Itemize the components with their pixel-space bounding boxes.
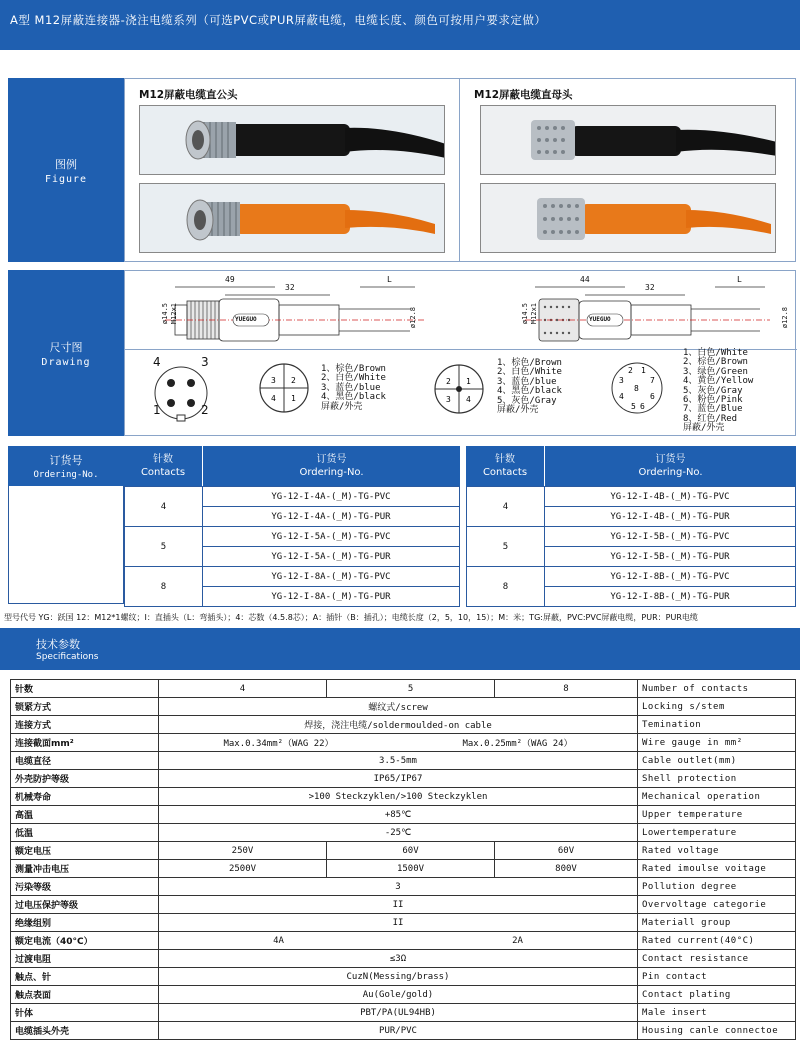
female-orange-cable-photo [480, 183, 776, 253]
text-cell: YG-12-I-4B-(_M)-TG-PVC [545, 487, 796, 507]
table-row [11, 860, 796, 878]
figure-left-panel [124, 78, 460, 262]
text-cell: YG-12-I-4A-(_M)-TG-PVC [203, 487, 460, 507]
table-row [11, 878, 796, 896]
figure-side-label [8, 78, 124, 262]
text-cell: 3 [159, 878, 638, 896]
table-row [11, 752, 796, 770]
page-header [0, 0, 800, 50]
legend-4-pin [321, 365, 386, 412]
text-cell: 2500V [159, 860, 327, 878]
pin4-label-1: 1 [153, 403, 161, 417]
text-cell: 机械寿命 [11, 788, 159, 806]
model-code-note: 型号代号 YG：跃国 12：M12*1螺纹；I：直插头（L：弯插头）；4：芯数（4.5.8芯）；A：插针（B：插孔）；电缆长度（2，5，10，15）；M：米；TG:屏蔽，PVC:PVC屏蔽电缆，PUR：PUR电缆 [4, 613, 698, 622]
left-contacts-header [124, 446, 202, 486]
text-cell: ≤3Ω [159, 950, 638, 968]
text-cell: 4、黑色/black [497, 386, 562, 397]
text-cell: 6、粉色/Pink [683, 395, 743, 406]
male-cable-diameter: ø12.8 [409, 307, 417, 329]
text-cell: 7、蓝色/Blue [683, 404, 743, 415]
text-cell: +85℃ [159, 806, 638, 824]
table-row [11, 1004, 796, 1022]
svg-text:4: 4 [466, 395, 471, 404]
text-cell: 锁紧方式 [11, 698, 159, 716]
right-order-header [544, 446, 796, 486]
table-row [11, 806, 796, 824]
table-row [11, 842, 796, 860]
text-cell: Max.0.34mm²（WAG 22） [223, 739, 334, 749]
text-cell: 高温 [11, 806, 159, 824]
text-cell: YG-12-I-5A-(_M)-TG-PUR [203, 547, 460, 567]
text-cell: 800V [495, 860, 638, 878]
text-cell: 连接方式 [11, 716, 159, 734]
text-cell: Ordering-No. [33, 470, 99, 480]
figure-right-panel [460, 78, 796, 262]
text-cell: 8、红色/Red [683, 413, 738, 424]
spec-table [10, 679, 796, 1040]
male-brand-label: YUEGUO [235, 316, 257, 323]
male-thread: M12x1 [170, 303, 178, 325]
text-cell: Upper temperature [638, 806, 796, 824]
text-cell: 8 [125, 567, 203, 607]
text-cell: YG-12-I-8B-(_M)-TG-PVC [545, 567, 796, 587]
svg-text:1: 1 [641, 366, 646, 375]
text-cell: 螺纹式/screw [159, 698, 638, 716]
text-cell: Contacts [140, 467, 186, 478]
text-cell: 污染等级 [11, 878, 159, 896]
male-dimension-drawing [155, 275, 445, 349]
spec-title: 技术参数 [36, 638, 80, 651]
text-cell: 5、灰色/Gray [497, 395, 557, 406]
text-cell: 3、绿色/Green [683, 366, 748, 377]
text-cell: PUR/PVC [159, 1022, 638, 1040]
text-cell: 4 [125, 487, 203, 527]
text-cell: Male insert [638, 1004, 796, 1022]
ordering-side-label [8, 446, 124, 486]
text-cell: 2、白色/White [321, 373, 386, 384]
male-black-cable-photo [139, 105, 445, 175]
text-cell: 3.5-5mm [159, 752, 638, 770]
text-cell: 1、棕色/Brown [497, 358, 562, 368]
svg-text:8: 8 [634, 384, 639, 393]
text-cell: 针数 [153, 454, 173, 465]
table-row [11, 950, 796, 968]
text-cell: 1、白色/White [683, 348, 748, 358]
svg-text:5: 5 [631, 402, 636, 411]
male-cable-length: L [387, 275, 392, 284]
text-cell: 60V [327, 842, 495, 860]
text-cell: 低温 [11, 824, 159, 842]
text-cell: 订货号 [316, 454, 347, 465]
male-diameter: ø14.5 [161, 303, 169, 325]
table-row [11, 932, 796, 950]
text-cell: 屏蔽/外壳 [321, 401, 363, 412]
svg-text:3: 3 [446, 395, 451, 404]
table-row [11, 770, 796, 788]
text-cell: 测量冲击电压 [11, 860, 159, 878]
text-cell: 5 [467, 527, 545, 567]
text-cell: 额定电流（40°C） [11, 932, 159, 950]
female-cable-length: L [737, 275, 742, 284]
pin4-label-2: 2 [201, 403, 209, 417]
text-cell: Contacts [482, 467, 528, 478]
text-cell: Rated current(40°C) [638, 932, 796, 950]
text-cell: 4 [467, 487, 545, 527]
text-cell: 外壳防护等级 [11, 770, 159, 788]
female-diameter: ø14.5 [521, 303, 529, 325]
text-cell: 连接截面mm² [11, 734, 159, 752]
text-cell: YG-12-I-8A-(_M)-TG-PVC [203, 567, 460, 587]
text-cell: 2A [512, 935, 523, 946]
figure-left-title: M12屏蔽电缆直公头 [139, 89, 238, 101]
text-cell: Drawing [41, 356, 91, 368]
text-cell: Pollution degree [638, 878, 796, 896]
text-cell: Lowertemperature [638, 824, 796, 842]
svg-text:3: 3 [619, 376, 624, 385]
table-row [11, 914, 796, 932]
text-cell: Rated imoulse voitage [638, 860, 796, 878]
female-black-cable-photo [480, 105, 776, 175]
text-cell: 尺寸图 [49, 340, 83, 354]
text-cell: IP65/IP67 [159, 770, 638, 788]
text-cell: 屏蔽/外壳 [683, 423, 725, 434]
text-cell: 3、蓝色/blue [497, 376, 557, 387]
text-cell: 4、黑色/black [321, 392, 386, 403]
svg-text:4: 4 [271, 394, 276, 403]
text-cell: YG-12-I-4B-(_M)-TG-PUR [545, 507, 796, 527]
text-cell: Pin contact [638, 968, 796, 986]
text-cell: >100 Steckzyklen/>100 Steckzyklen [159, 788, 638, 806]
text-cell: YG-12-I-8B-(_M)-TG-PUR [545, 587, 796, 607]
text-cell: Figure [44, 173, 88, 185]
svg-text:2: 2 [628, 366, 633, 375]
text-cell: 屏蔽/外壳 [497, 405, 539, 416]
text-cell: -25℃ [159, 824, 638, 842]
text-cell: Shell protection [638, 770, 796, 788]
male-total-length: 49 [225, 275, 235, 284]
pin4-label-4: 4 [153, 355, 161, 369]
text-cell: 订货号 [49, 454, 83, 467]
text-cell: 8 [495, 680, 638, 698]
text-cell: Number of contacts [638, 680, 796, 698]
text-cell: 2、白色/White [497, 367, 562, 378]
text-cell: 绝缘组别 [11, 914, 159, 932]
svg-text:2: 2 [291, 376, 296, 385]
text-cell: Overvoltage categorie [638, 896, 796, 914]
text-cell: YG-12-I-4A-(_M)-TG-PUR [203, 507, 460, 527]
text-cell: Wire gauge in mm² [638, 734, 796, 752]
table-row [11, 968, 796, 986]
text-cell: 5、灰色/Gray [683, 385, 743, 396]
text-cell: 2、棕色/Brown [683, 357, 748, 368]
table-row [11, 680, 796, 698]
text-cell: II [159, 914, 638, 932]
ordering-side-empty [8, 486, 124, 604]
table-row [11, 896, 796, 914]
female-body-length: 32 [645, 283, 655, 292]
text-cell: 4 [159, 680, 327, 698]
male-orange-cable-photo [139, 183, 445, 253]
table-row [11, 986, 796, 1004]
text-cell: YG-12-I-5B-(_M)-TG-PUR [545, 547, 796, 567]
text-cell: 4、黄色/Yellow [683, 376, 754, 387]
text-cell: 60V [495, 842, 638, 860]
text-cell: II [159, 896, 638, 914]
pin-layout-4-small [255, 359, 313, 417]
text-cell: 过渡电阻 [11, 950, 159, 968]
text-cell: 触点表面 [11, 986, 159, 1004]
legend-8-pin [683, 349, 753, 434]
text-cell: 过电压保护等级 [11, 896, 159, 914]
svg-text:6: 6 [650, 392, 655, 401]
text-cell: PBT/PA(UL94HB) [159, 1004, 638, 1022]
page-title: A型 M12屏蔽连接器-浇注电缆系列（可选PVC或PUR屏蔽电缆，电缆长度、颜色可按用户要求定做） [10, 13, 547, 27]
male-body-length: 32 [285, 283, 295, 292]
text-cell: 250V [159, 842, 327, 860]
pin4-label-3: 3 [201, 355, 209, 369]
text-cell: YG-12-I-8A-(_M)-TG-PUR [203, 587, 460, 607]
female-cable-diameter: ø12.8 [781, 307, 789, 329]
svg-text:3: 3 [271, 376, 276, 385]
text-cell: 1、棕色/Brown [321, 364, 386, 374]
table-row [11, 788, 796, 806]
figure-right-title: M12屏蔽电缆直母头 [474, 89, 573, 101]
text-cell: Cable outlet(mm) [638, 752, 796, 770]
text-cell: 1500V [327, 860, 495, 878]
text-cell: Contact resistance [638, 950, 796, 968]
text-cell: Ordering-No. [638, 467, 703, 478]
text-cell: 订货号 [655, 454, 686, 465]
text-cell: 5 [327, 680, 495, 698]
text-cell: 8 [467, 567, 545, 607]
ordering-table-left [124, 486, 460, 607]
text-cell: Locking s/stem [638, 698, 796, 716]
text-cell: 焊接，浇注电缆/soldermoulded-on cable [159, 716, 638, 734]
svg-text:7: 7 [650, 376, 655, 385]
text-cell: Materiall group [638, 914, 796, 932]
svg-text:1: 1 [466, 377, 471, 386]
ordering-table-right [466, 486, 796, 607]
female-total-length: 44 [580, 275, 590, 284]
table-row [11, 1022, 796, 1040]
text-cell: Max.0.25mm²（WAG 24） [462, 739, 573, 749]
text-cell: Contact plating [638, 986, 796, 1004]
right-contacts-header [466, 446, 544, 486]
text-cell: 5 [125, 527, 203, 567]
table-row [11, 824, 796, 842]
text-cell: 针数 [495, 454, 515, 465]
text-cell: YG-12-I-5B-(_M)-TG-PVC [545, 527, 796, 547]
text-cell: Ordering-No. [299, 467, 364, 478]
table-row [11, 734, 796, 752]
table-row [11, 716, 796, 734]
text-cell: 4A [273, 935, 284, 946]
text-cell: 电缆插头外壳 [11, 1022, 159, 1040]
text-cell: CuzN(Messing/brass) [159, 968, 638, 986]
svg-text:6: 6 [640, 402, 645, 411]
text-cell: 额定电压 [11, 842, 159, 860]
text-cell: 图例 [55, 157, 77, 171]
text-cell: Temination [638, 716, 796, 734]
text-cell: 针体 [11, 1004, 159, 1022]
text-cell: Mechanical operation [638, 788, 796, 806]
female-brand-label: YUEGUO [589, 316, 611, 323]
spec-header [0, 628, 800, 670]
text-cell: 3、蓝色/blue [321, 382, 381, 393]
female-thread: M12x1 [530, 303, 538, 325]
text-cell: 针数 [11, 680, 159, 698]
text-cell: Au(Gole/gold) [159, 986, 638, 1004]
svg-text:1: 1 [291, 394, 296, 403]
text-cell: 触点、针 [11, 968, 159, 986]
text-cell: YG-12-I-5A-(_M)-TG-PVC [203, 527, 460, 547]
svg-text:2: 2 [446, 377, 451, 386]
pin-layout-5 [429, 359, 489, 419]
left-order-header [202, 446, 460, 486]
drawing-side-label [8, 270, 124, 436]
text-cell: Rated voltage [638, 842, 796, 860]
drawing-panel [124, 270, 796, 436]
pin-layout-8 [605, 357, 669, 419]
text-cell: Housing canle connectoe [638, 1022, 796, 1040]
spec-title-en: Specifications [36, 652, 99, 662]
table-row [11, 698, 796, 716]
legend-5-pin [497, 359, 562, 415]
text-cell: 电缆直径 [11, 752, 159, 770]
svg-text:4: 4 [619, 392, 624, 401]
